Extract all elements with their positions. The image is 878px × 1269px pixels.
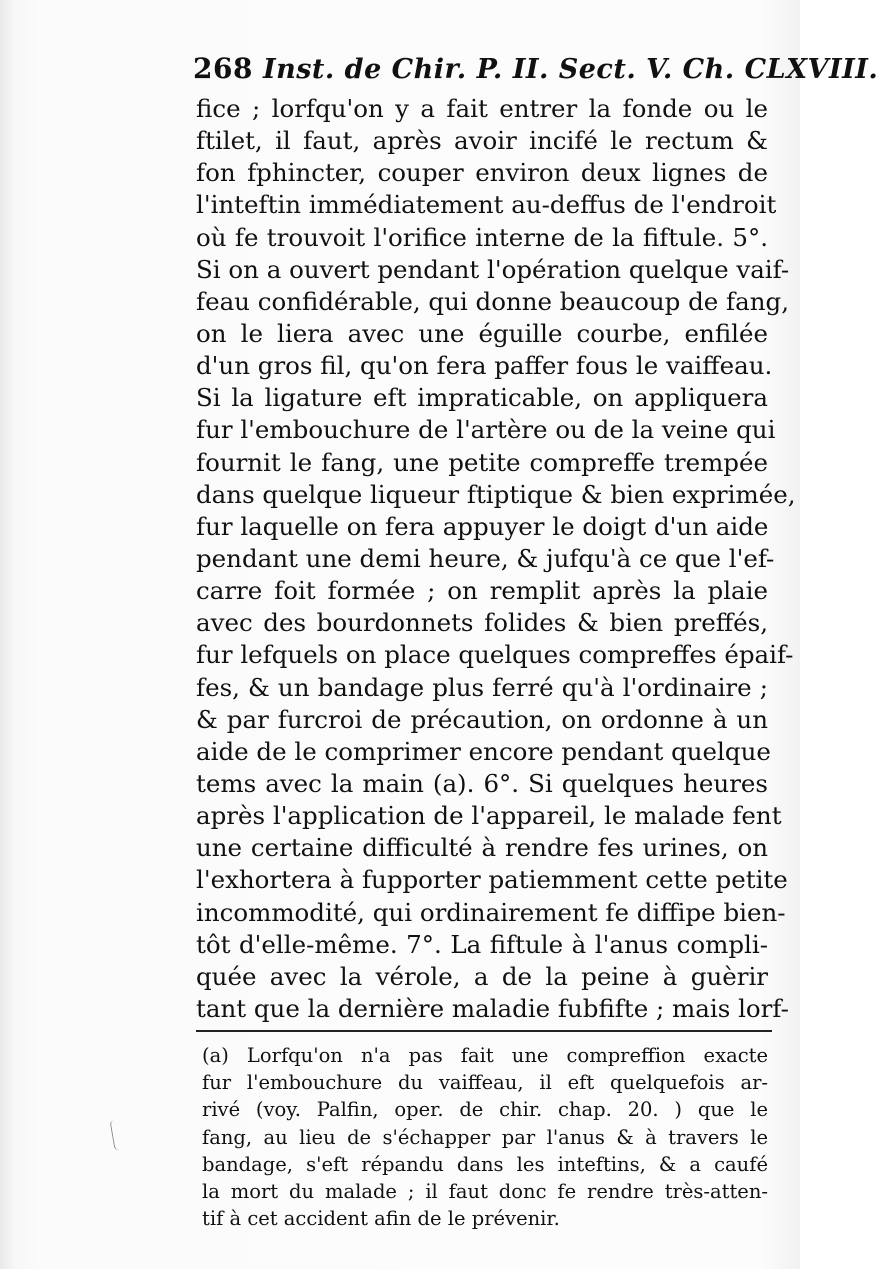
footnote-line: (a) Lorfqu'on n'a pas fait une compreffion exacte <box>202 1044 768 1067</box>
text-line: tant que la dernière maladie fubfifte ; mais lorf- <box>196 993 789 1023</box>
text-line: fournit le fang, une petite compreffe trempée <box>196 447 768 477</box>
text-line: fice ; lorfqu'on y a fait entrer la fonde ou le <box>196 94 768 123</box>
text-line: fes, & un bandage plus ferré qu'à l'ordinaire ; <box>196 672 768 702</box>
margin-mark <box>109 1119 123 1150</box>
text-line: l'inteftin immédiatement au-deffus de l'endroit <box>196 190 777 220</box>
text-line: tems avec la main (a). 6°. Si quelques heures <box>196 768 768 798</box>
footnote-divider <box>196 1030 772 1032</box>
text-line: avec des bourdonnets folides & bien preffés, <box>196 608 768 638</box>
text-line: quée avec la vérole, a de la peine à guèrir <box>196 961 768 991</box>
main-text <box>196 93 796 1025</box>
text-line: aide de le comprimer encore pendant quelque <box>196 736 771 766</box>
text-line: ftilet, il faut, après avoir incifé le rectum & <box>196 126 768 156</box>
footnote <box>202 1042 768 1232</box>
footnote-line: tif à cet accident afin de le prévenir. <box>202 1207 560 1231</box>
text-line: pendant une demi heure, & jufqu'à ce que l'ef- <box>196 543 775 573</box>
footnote-line: bandage, s'eft répandu dans les inteftins, & a caufé <box>202 1152 768 1176</box>
footnote-line: fur l'embouchure du vaiffeau, il eft quelquefois ar- <box>202 1071 768 1095</box>
footnote-line: fang, au lieu de s'échapper par l'anus & à travers le <box>202 1125 768 1149</box>
text-line: incommodité, qui ordinairement fe diffipe bien- <box>196 897 786 927</box>
text-line: dans quelque liqueur ftiptique & bien exprimée, <box>196 479 796 509</box>
text-line: après l'application de l'appareil, le malade fent <box>196 801 782 831</box>
text-line: feau confidérable, qui donne beaucoup de fang, <box>196 286 789 316</box>
text-line: fur lefquels on place quelques compreffes épaif- <box>196 640 794 670</box>
page-number: 268 <box>193 52 253 85</box>
text-line: une certaine difficulté à rendre fes urines, on <box>196 833 768 863</box>
footnote-line: la mort du malade ; il faut donc fe rendre très-atten- <box>202 1179 768 1203</box>
running-header <box>193 52 878 92</box>
text-line: d'un gros fil, qu'on fera paffer fous le vaiffeau. <box>196 351 773 381</box>
text-line: l'exhortera à fupporter patiemment cette petite <box>196 865 788 895</box>
text-line: carre foit formée ; on remplit après la plaie <box>196 576 768 606</box>
text-line: Si la ligature eft impraticable, on appliquera <box>196 383 768 413</box>
text-line: & par furcroi de précaution, on ordonne à un <box>196 704 768 734</box>
text-line: où fe trouvoit l'orifice interne de la fiftule. 5°. <box>196 222 768 252</box>
text-line: on le liera avec une éguille courbe, enfilée <box>196 318 768 348</box>
text-line: fur laquelle on fera appuyer le doigt d'un aide <box>196 511 769 541</box>
footnote-line: rivé (voy. Palfin, oper. de chir. chap. 20. ) que le <box>202 1098 768 1122</box>
text-line: fur l'embouchure de l'artère ou de la veine qui <box>196 415 776 445</box>
text-line: fon fphincter, couper environ deux lignes de <box>196 158 768 188</box>
text-line: tôt d'elle-même. 7°. La fiftule à l'anus compli- <box>196 929 768 959</box>
running-title: Inst. de Chir. P. II. Sect. V. Ch. CLXVIII. <box>262 54 878 85</box>
text-line: Si on a ouvert pendant l'opération quelque vaif- <box>196 254 790 284</box>
